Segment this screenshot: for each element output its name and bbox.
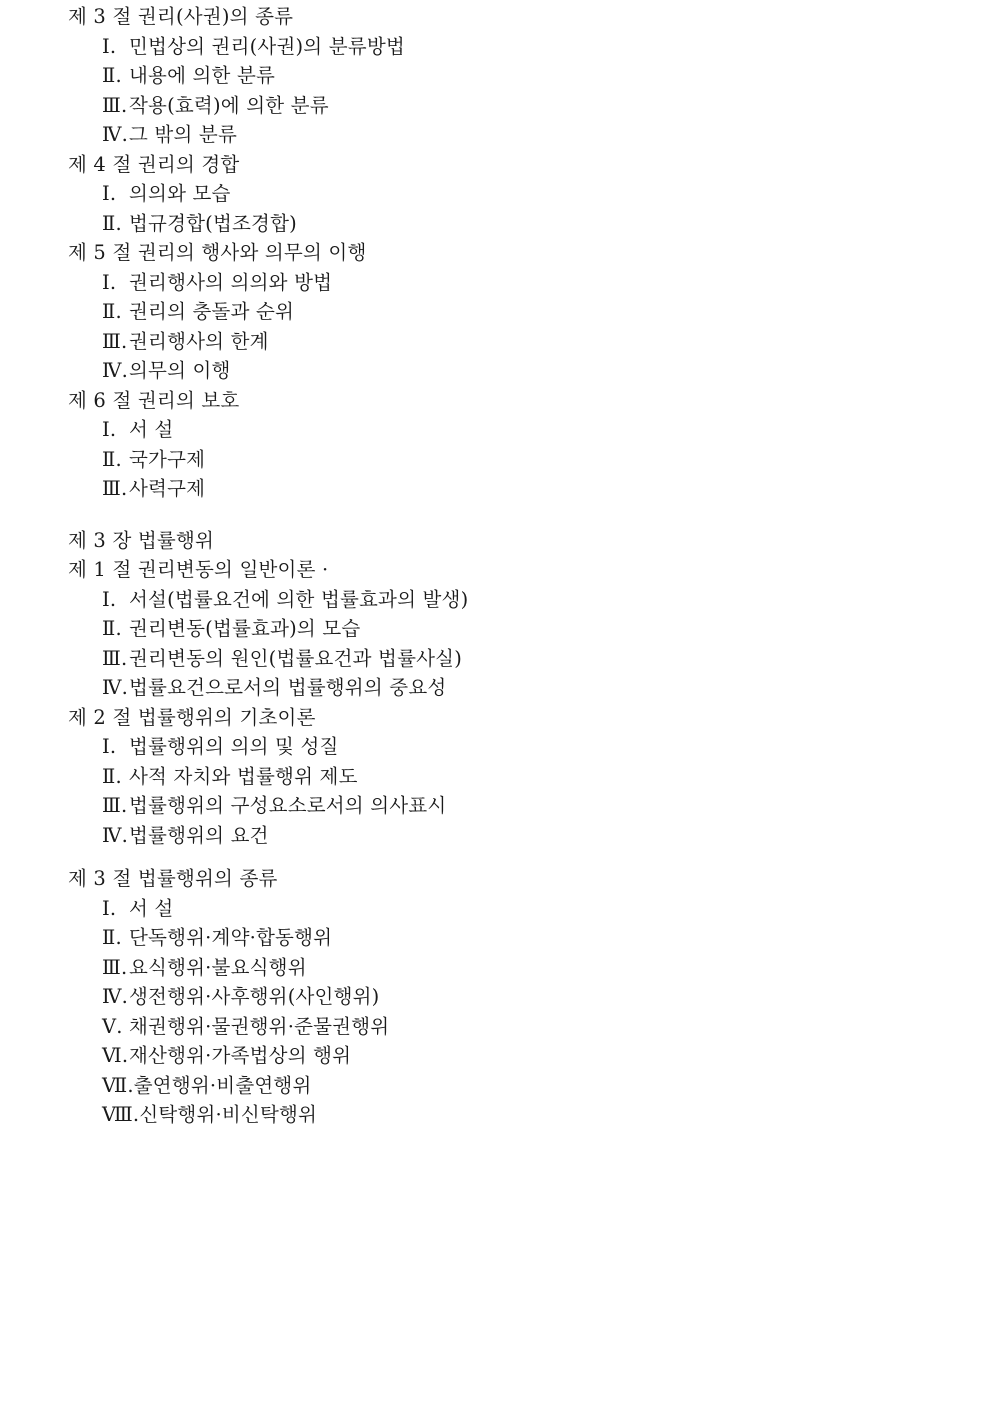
roman-numeral: Ⅰ.	[102, 182, 117, 205]
toc-item	[102, 32, 932, 62]
toc-item-label: 서 설	[129, 896, 174, 920]
toc-item-label: 출연행위·비출연행위	[133, 1073, 312, 1097]
toc-item-label: 서설(법률요건에 의한 법률효과의 발생)	[129, 587, 469, 611]
roman-numeral: Ⅱ.	[102, 764, 122, 788]
toc-item-label: 권리행사의 의의와 방법	[129, 270, 333, 294]
toc-item-label: 단독행위·계약·합동행위	[129, 926, 333, 949]
roman-numeral: Ⅱ.	[102, 211, 122, 235]
roman-numeral: Ⅰ.	[102, 735, 117, 758]
toc-item-label: 권리변동의 원인(법률요건과 법률사실)	[129, 646, 463, 670]
section-heading: 제 2 절 법률행위의 기초이론	[68, 705, 316, 729]
toc-item-label: 권리의 충돌과 순위	[129, 300, 295, 323]
toc-item	[102, 415, 932, 445]
roman-numeral: Ⅲ.	[102, 646, 128, 670]
roman-numeral: Ⅱ.	[102, 300, 122, 323]
roman-numeral: Ⅰ.	[102, 587, 117, 611]
toc-item	[102, 953, 932, 983]
toc-item	[102, 474, 932, 504]
section-heading: 제 3 절 법률행위의 종류	[68, 867, 278, 890]
spacer	[68, 850, 932, 864]
toc-item	[102, 821, 932, 851]
roman-numeral: Ⅱ.	[102, 617, 122, 640]
toc-item-label: 권리변동(법률효과)의 모습	[129, 617, 361, 640]
toc-item-label: 채권행위·물권행위·준물권행위	[129, 1014, 390, 1038]
section-heading: 제 6 절 권리의 보호	[68, 388, 240, 412]
roman-numeral: Ⅲ.	[102, 794, 128, 817]
toc-item	[102, 120, 932, 150]
toc-item-label: 작용(효력)에 의한 분류	[129, 93, 329, 117]
toc-item	[102, 1041, 932, 1071]
roman-numeral: Ⅳ.	[102, 359, 129, 382]
toc-item-label: 생전행위·사후행위(사인행위)	[129, 985, 380, 1008]
toc-item-label: 법률행위의 구성요소로서의 의사표시	[129, 794, 447, 817]
toc-item-label: 신탁행위·비신탁행위	[139, 1103, 318, 1126]
toc-item	[102, 673, 932, 703]
toc-item	[102, 1012, 932, 1042]
toc-item	[102, 297, 932, 327]
roman-numeral: Ⅷ.	[102, 1103, 140, 1126]
roman-numeral: Ⅲ.	[102, 93, 128, 117]
roman-numeral: Ⅰ.	[102, 270, 117, 294]
roman-numeral: Ⅰ.	[102, 418, 117, 441]
toc-item-label: 법률행위의 요건	[129, 823, 269, 847]
roman-numeral: Ⅳ.	[102, 823, 129, 847]
toc-item-label: 재산행위·가족법상의 행위	[129, 1044, 352, 1067]
spacer	[68, 504, 932, 526]
toc-item-label: 법률요건으로서의 법률행위의 중요성	[129, 676, 447, 699]
roman-numeral: Ⅶ.	[102, 1073, 134, 1097]
chapter-heading: 제 3 장 법률행위	[68, 528, 215, 552]
toc-item-label: 권리행사의 한계	[129, 329, 269, 353]
toc-item-label: 국가구제	[129, 447, 206, 471]
toc-item-label: 요식행위·불요식행위	[129, 955, 307, 979]
roman-numeral: Ⅰ.	[102, 896, 117, 920]
section-heading: 제 5 절 권리의 행사와 의무의 이행	[68, 241, 367, 264]
toc-item	[102, 445, 932, 475]
toc-item-label: 내용에 의한 분류	[129, 64, 276, 87]
toc-item-label: 의무의 이행	[129, 359, 231, 382]
roman-numeral: Ⅱ.	[102, 447, 122, 471]
toc-item	[102, 61, 932, 91]
roman-numeral: Ⅳ.	[102, 985, 129, 1008]
toc-item	[102, 644, 932, 674]
toc-item-label: 서 설	[129, 418, 174, 441]
toc-item	[102, 894, 932, 924]
toc-item	[102, 1071, 932, 1101]
roman-numeral: Ⅳ.	[102, 123, 129, 146]
toc-item	[102, 923, 932, 953]
roman-numeral: Ⅴ.	[102, 1014, 123, 1038]
table-of-contents	[68, 0, 932, 1130]
toc-item-label: 그 밖의 분류	[129, 123, 237, 146]
toc-item	[102, 585, 932, 615]
toc-item	[102, 732, 932, 762]
toc-item	[102, 762, 932, 792]
toc-item-label: 사력구제	[129, 477, 206, 500]
roman-numeral: Ⅱ.	[102, 64, 122, 87]
section-heading: 제 1 절 권리변동의 일반이론 ·	[68, 558, 329, 581]
toc-item	[102, 268, 932, 298]
toc-item-label: 법규경합(법조경합)	[129, 211, 297, 235]
toc-item	[102, 327, 932, 357]
toc-item	[102, 982, 932, 1012]
toc-item	[102, 209, 932, 239]
toc-item	[102, 1100, 932, 1130]
section-heading: 제 3 절 권리(사권)의 종류	[68, 5, 294, 28]
roman-numeral: Ⅱ.	[102, 926, 122, 949]
toc-item	[102, 179, 932, 209]
toc-item-label: 사적 자치와 법률행위 제도	[129, 764, 358, 788]
toc-item	[102, 791, 932, 821]
section-heading: 제 4 절 권리의 경합	[68, 152, 240, 176]
roman-numeral: Ⅲ.	[102, 477, 128, 500]
toc-item	[102, 614, 932, 644]
roman-numeral: Ⅰ.	[102, 34, 117, 58]
roman-numeral: Ⅵ.	[102, 1044, 129, 1067]
toc-item-label: 의의와 모습	[129, 182, 231, 205]
roman-numeral: Ⅲ.	[102, 329, 128, 353]
roman-numeral: Ⅲ.	[102, 955, 128, 979]
toc-item-label: 법률행위의 의의 및 성질	[129, 735, 339, 758]
toc-item	[102, 356, 932, 386]
roman-numeral: Ⅳ.	[102, 676, 129, 699]
toc-item	[102, 91, 932, 121]
toc-item-label: 민법상의 권리(사권)의 분류방법	[129, 34, 405, 58]
